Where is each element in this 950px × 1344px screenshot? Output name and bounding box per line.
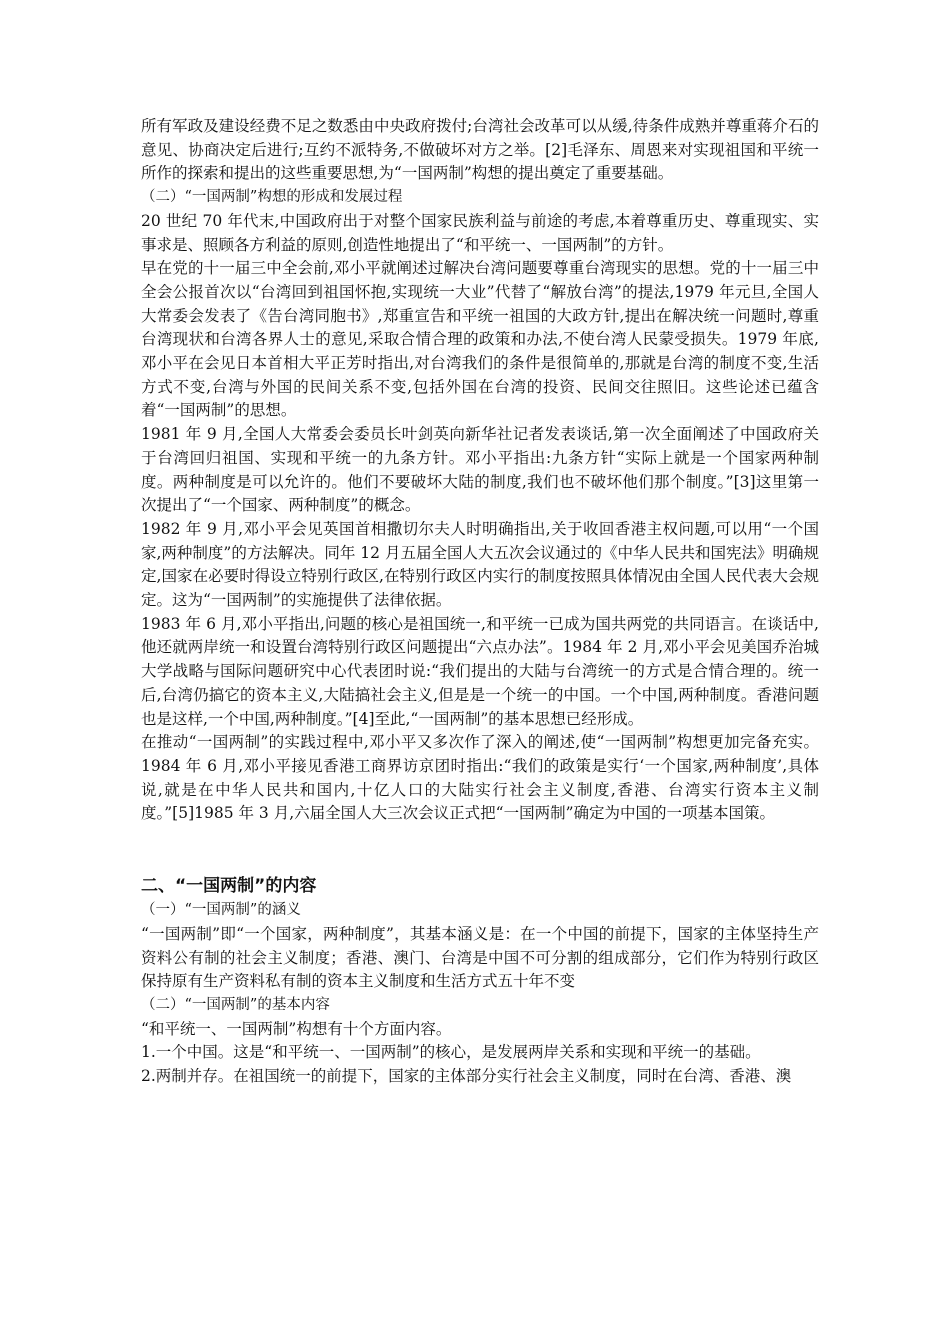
paragraph: 20 世纪 70 年代末,中国政府出于对整个国家民族利益与前途的考虑,本着尊重历史、尊重现实、实事求是、照顾各方利益的原则,创造性地提出了“和平统一、一国两制”的方针。	[141, 211, 819, 254]
paragraph: 在推动“一国两制”的实践过程中,邓小平又多次作了深入的阐述,使“一国两制”构想更加完备充实。1984 年 6 月,邓小平接见香港工商界访京团时指出:“我们的政策是实行‘一个国家,两种制度’,具体说,就是在中华人民共和国内,十亿人口的大陆实行社会主义制度,香港、台湾实行资本主义制度。”[5]1985 年 3 月,六届全国人大三次会议正式把“一国两制”确定为中国的一项基本国策。	[141, 733, 819, 823]
list-item: 2.两制并存。在祖国统一的前提下，国家的主体部分实行社会主义制度，同时在台湾、香港、澳	[141, 1067, 792, 1086]
document-page	[141, 115, 819, 1089]
section-heading: 二、“一国两制”的内容	[141, 876, 317, 897]
subsection-heading: （一）“一国两制”的涵义	[141, 902, 301, 919]
subsection-heading: （二）“一国两制”构想的形成和发展过程	[141, 189, 403, 206]
paragraph: 所有军政及建设经费不足之数悉由中央政府拨付;台湾社会改革可以从缓,待条件成熟并尊重蒋介石的意见、协商决定后进行;互约不派特务,不做破坏对方之举。[2]毛泽东、周恩来对实现祖国和平统一所作的探索和提出的这些重要思想,为“一国两制”构想的提出奠定了重要基础。	[141, 117, 819, 183]
paragraph: 1981 年 9 月,全国人大常委会委员长叶剑英向新华社记者发表谈话,第一次全面阐述了中国政府关于台湾回归祖国、实现和平统一的九条方针。邓小平指出:九条方针“实际上就是一个国家两种制度。两种制度是可以允许的。他们不要破坏大陆的制度,我们也不破坏他们那个制度。”[3]这里第一次提出了“一个国家、两种制度”的概念。	[141, 425, 819, 515]
list-item: 1.一个中国。这是“和平统一、一国两制”的核心，是发展两岸关系和实现和平统一的基础。	[141, 1043, 761, 1062]
paragraph: “一国两制”即“一个国家，两种制度”，其基本涵义是：在一个中国的前提下，国家的主体坚持生产资料公有制的社会主义制度；香港、澳门、台湾是中国不可分割的组成部分，它们作为特别行政区保持原有生产资料私有制的资本主义制度和生活方式五十年不变	[141, 924, 819, 991]
paragraph: “和平统一、一国两制”构想有十个方面内容。	[141, 1019, 452, 1038]
paragraph: 1983 年 6 月,邓小平指出,问题的核心是祖国统一,和平统一已成为国共两党的共同语言。在谈话中,他还就两岸统一和设置台湾特别行政区问题提出“六点办法”。1984 年 2 月,邓小平会见美国乔治城大学战略与国际问题研究中心代表团时说:“我们提出的大陆与台湾统一的方式是合情合理的。统一后,台湾仍搞它的资本主义,大陆搞社会主义,但是是一个统一的中国。一个中国,两种制度。香港问题也是这样,一个中国,两种制度。”[4]至此,“一国两制”的基本思想已经形成。	[141, 614, 819, 728]
subsection-heading: （二）“一国两制”的基本内容	[141, 996, 330, 1013]
section-spacer	[141, 826, 819, 873]
paragraph: 1982 年 9 月,邓小平会见英国首相撒切尔夫人时明确指出,关于收回香港主权问题,可以用“一个国家,两种制度”的方法解决。同年 12 月五届全国人大五次会议通过的《中华人民共和国宪法》明确规定,国家在必要时得设立特别行政区,在特别行政区内实行的制度按照具体情况由全国人民代表大会规定。这为“一国两制”的实施提供了法律依据。	[141, 519, 819, 610]
paragraph: 早在党的十一届三中全会前,邓小平就阐述过解决台湾问题要尊重台湾现实的思想。党的十一届三中全会公报首次以“台湾回到祖国怀抱,实现统一大业”代替了“解放台湾”的提法,1979 年元旦,全国人大常委会发表了《告台湾同胞书》,郑重宣告和平统一祖国的大政方针,提出在解决统一问题时,尊重台湾现状和台湾各界人士的意见,采取合情合理的政策和办法,不使台湾人民蒙受损失。1979 年底,邓小平在会见日本首相大平正芳时指出,对台湾我们的条件是很简单的,那就是台湾的制度不变,生活方式不变,台湾与外国的民间关系不变,包括外国在台湾的投资、民间交往照旧。这些论述已蕴含着“一国两制”的思想。	[141, 259, 819, 420]
